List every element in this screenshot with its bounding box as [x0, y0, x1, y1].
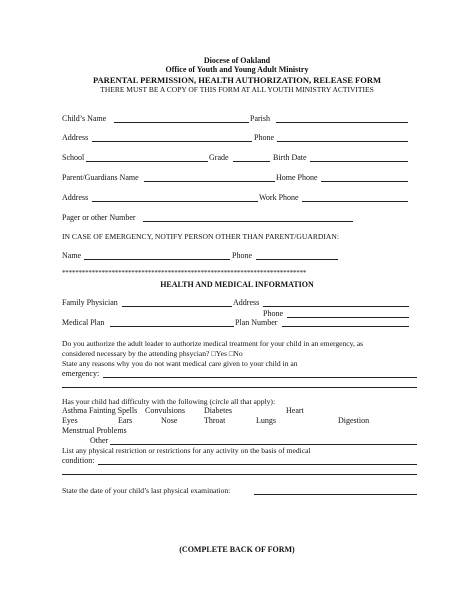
- phone-label: Phone: [254, 133, 274, 142]
- last-exam-label: State the date of your child’s last physical examination:: [62, 486, 231, 495]
- form-notice: THERE MUST BE A COPY OF THIS FORM AT ALL YOUTH MINISTRY ACTIVITIES: [100, 85, 374, 94]
- diocese-title: Diocese of Oakland: [203, 56, 271, 65]
- restrictions-question-line1: List any physical restriction or restrictions for any activity on the basis of medical: [62, 446, 311, 455]
- home-phone-label: Home Phone: [276, 173, 318, 182]
- address2-label: Address: [62, 193, 89, 202]
- plan-number-field[interactable]: [282, 326, 409, 327]
- medical-plan-field[interactable]: [110, 326, 234, 327]
- reasons-question-line1: State any reasons why you do not want medical care given to your child in an: [62, 359, 298, 368]
- emergency-phone-label: Phone: [232, 251, 252, 260]
- health-heading: HEALTH AND MEDICAL INFORMATION: [160, 280, 314, 289]
- office-title: Office of Youth and Young Adult Ministry: [165, 65, 309, 74]
- emergency-name-label: Name: [62, 251, 82, 260]
- home-phone-field[interactable]: [321, 181, 408, 182]
- restrictions-field-1[interactable]: [98, 464, 417, 465]
- restrictions-question-line2: condition:: [62, 456, 95, 465]
- address-field[interactable]: [92, 141, 252, 142]
- medical-plan-label: Medical Plan: [62, 318, 105, 327]
- grade-label: Grade: [209, 153, 229, 162]
- last-exam-field[interactable]: [254, 494, 417, 495]
- parish-field[interactable]: [276, 122, 408, 123]
- parents-name-label: Parent/Guardians Name: [62, 173, 139, 182]
- reasons-question-line2: emergency:: [62, 369, 100, 378]
- pager-field[interactable]: [143, 221, 353, 222]
- address-label: Address: [62, 133, 89, 142]
- condition-nose[interactable]: Nose: [161, 416, 178, 425]
- star-divider: **************************************************************************: [62, 269, 307, 277]
- condition-lungs[interactable]: Lungs: [256, 416, 276, 425]
- condition-convulsions[interactable]: Convulsions: [145, 406, 186, 415]
- complete-back-note: (COMPLETE BACK OF FORM): [179, 545, 295, 554]
- address2-field[interactable]: [92, 201, 258, 202]
- authorize-question-line1: Do you authorize the adult leader to authorize medical treatment for your child in an emergency, as: [62, 339, 364, 348]
- parish-label: Parish: [250, 114, 270, 123]
- school-label: School: [62, 153, 85, 162]
- pager-label: Pager or other Number: [62, 213, 136, 222]
- difficulty-question: Has your child had difficulty with the following (circle all that apply):: [62, 397, 276, 406]
- school-field[interactable]: [86, 161, 208, 162]
- condition-eyes[interactable]: Eyes: [62, 416, 78, 425]
- condition-diabetes[interactable]: Diabetes: [204, 406, 232, 415]
- condition-throat[interactable]: Throat: [204, 416, 226, 425]
- condition-heart[interactable]: Heart: [286, 406, 304, 415]
- family-physician-field[interactable]: [122, 306, 232, 307]
- childs-name-label: Child’s Name: [62, 114, 107, 123]
- birth-date-field[interactable]: [310, 161, 408, 162]
- physician-address-label: Address: [233, 298, 260, 307]
- birth-date-label: Birth Date: [273, 153, 307, 162]
- physician-phone-field[interactable]: [287, 317, 409, 318]
- physician-phone-label: Phone: [263, 309, 283, 318]
- work-phone-label: Work Phone: [259, 193, 299, 202]
- reasons-field-2[interactable]: [62, 387, 417, 388]
- form-title: PARENTAL PERMISSION, HEALTH AUTHORIZATION, RELEASE FORM: [92, 75, 382, 85]
- parents-name-field[interactable]: [144, 181, 275, 182]
- childs-name-field[interactable]: [114, 122, 249, 123]
- grade-field[interactable]: [233, 161, 270, 162]
- plan-number-label: Plan Number: [235, 318, 278, 327]
- physician-address-field[interactable]: [263, 306, 409, 307]
- reasons-field-1[interactable]: [103, 377, 417, 378]
- authorize-question-line2: considered necessary by the attending phsycian? □Yes □No: [62, 349, 243, 358]
- work-phone-field[interactable]: [302, 201, 408, 202]
- condition-fainting-spells[interactable]: Fainting Spells: [89, 406, 138, 415]
- emergency-phone-field[interactable]: [256, 259, 338, 260]
- condition-menstrual[interactable]: Menstrual Problems: [62, 426, 127, 435]
- condition-asthma[interactable]: Asthma: [62, 406, 87, 415]
- family-physician-label: Family Physician: [62, 298, 118, 307]
- condition-other-field[interactable]: [110, 444, 417, 445]
- emergency-heading: IN CASE OF EMERGENCY, NOTIFY PERSON OTHER THAN PARENT/GUARDIAN:: [62, 232, 339, 241]
- condition-ears[interactable]: Ears: [118, 416, 133, 425]
- emergency-name-field[interactable]: [84, 259, 230, 260]
- condition-digestion[interactable]: Digestion: [338, 416, 370, 425]
- restrictions-field-2[interactable]: [62, 474, 417, 475]
- condition-other-label: Other: [90, 436, 109, 445]
- phone-field[interactable]: [277, 141, 408, 142]
